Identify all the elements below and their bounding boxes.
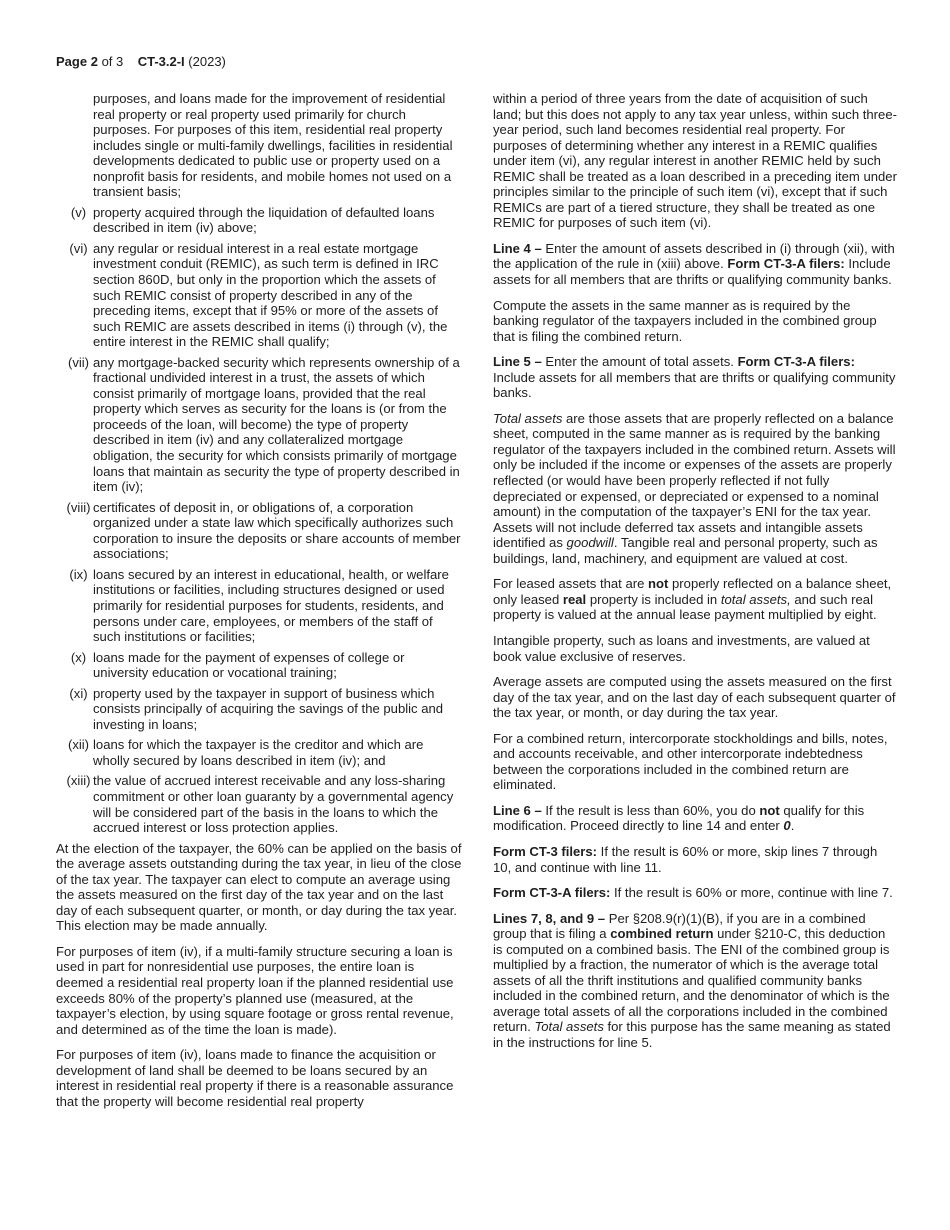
list-item [56,205,462,236]
page-header [56,54,226,70]
ct3a-lead: Form CT-3-A filers: [493,885,611,901]
intangible-paragraph: Intangible property, such as loans and investments, are valued at book value exclusive of reserves. [493,632,870,664]
leased-assets-paragraph [493,576,897,623]
page-label: Page [56,54,88,69]
lines789-paragraph [493,911,897,1051]
total-assets-term: Total assets [493,410,563,426]
ct3-lead: Form CT-3 filers: [493,843,598,859]
item-number-label: (xi) [69,685,88,701]
list-item [56,567,462,645]
page-of: of 3 [101,54,124,69]
total-assets-paragraph [493,411,897,566]
lines789-lead: Lines 7, 8, and 9 – [493,910,606,926]
total-assets-text: are those assets that are properly reflected on a balance sheet, computed in the same manner as is required by the banking regulator of the taxpayers included in the combined return. Assets will only be included if the income or expenses of the assets are properly reflected (or would have been properly reflected if not fully depreciated or expensed, or depreciated or expensed to a nominal amount) in the computation of the taxpayer’s ENI for the tax year. Assets will not include deferred tax assets and intangible assets identified as [493,410,896,551]
line6-paragraph [493,803,897,834]
line6-text-2: qualify for this modification. Proceed directly to line 14 and enter [493,802,865,834]
ct3-filers-paragraph [493,844,897,875]
item-text: loans secured by an interest in educational, health, or welfare institutions or facilities, including structures designed or used primarily for residential purposes for students, residents, and persons under care, employees, or members of the staff of such institutions or facilities; [93,566,449,645]
goodwill-term: goodwill [566,535,614,551]
item-text: any regular or residual interest in a real estate mortgage investment conduit (REMIC), as such term is defined in IRC section 860D, but only in the proportion which the assets of such REMIC consist of property described in any of the preceding items, except that if 95% or more of the assets of such REMIC are assets described in items (i) through (v), the entire interest in the REMIC shall qualify; [93,240,448,350]
item-number-label: (ix) [69,566,88,582]
item-number [56,567,93,645]
leased-not: not [648,576,669,592]
lines789-text-3: for this purpose has the same meaning as stated in the instructions for line 5. [493,1019,891,1050]
line6-zero: 0 [783,818,791,834]
line4-lead: Line 4 – [493,240,542,256]
compute-paragraph: Compute the assets in the same manner as is required by the banking regulator of the taxpayers included in the combined group that is filing the combined return. [493,297,877,344]
line6-text: If the result is less than 60%, you do [541,802,760,818]
leased-total-assets: total assets, [720,591,791,607]
combined-return-paragraph: For a combined return, intercorporate stockholdings and bills, notes, and accounts receivable, and other intercorporate indebtedness between the corporations included in the combined return are eliminated. [493,730,888,793]
item-number-label: (vii) [67,354,90,370]
lines789-text-2: under §210-C, this deduction is computed on a combined basis. The ENI of the combined group is multiplied by a fraction, the numerator of which is the average total assets of all the thrift institutions and qualified community banks included in the combined return, and the denominator of which is the average total assets of all the corporations included in the combined return. [493,926,890,1035]
leased-text-4: and such real property is valued at the annual lease payment multiplied by eight. [493,591,877,623]
item-number [56,205,93,236]
item-number-label: (x) [70,649,87,665]
page-number: 2 [90,54,98,69]
list-item [56,500,462,562]
line4-text: Enter the amount of assets described in (i) through (xii), with the application of the rule in (xiii) above. [493,240,895,272]
land-paragraph: For purposes of item (iv), loans made to finance the acquisition or development of land shall be deemed to be loans secured by an interest in residential real property if there is a reasonable assurance that the property will become residential real property [56,1047,454,1109]
item-number [56,686,93,733]
item-text: loans for which the taxpayer is the creditor and which are wholly secured by loans described in item (iv); and [93,737,424,768]
item-iv-continuation: purposes, and loans made for the improvement of residential real property or real property used primarily for church purposes. For purposes of this item, residential real property includes single or multi-family dwellings, facilities in residential developments dedicated to public use or property used on a nonprofit basis for residents, and mobile homes not used on a transient basis; [93,91,453,200]
total-assets-text-2: . Tangible real and personal property, such as buildings, land, machinery, and equipment are valued at cost. [493,535,878,566]
ct3a-text: If the result is 60% or more, continue with line 7. [610,885,893,901]
average-assets-paragraph: Average assets are computed using the assets measured on the first day of the tax year, and on the last day of each subsequent quarter of the tax year, or month, or day during the tax year. [493,674,896,721]
line5-text: Enter the amount of total assets. [541,354,738,370]
line6-text-3: . [790,818,795,834]
lines789-total-assets: Total assets [534,1019,604,1035]
right-column [493,91,897,1061]
list-item [56,241,462,350]
item-number [56,355,93,495]
line4-ct3a-label: Form CT-3-A filers: [727,256,845,272]
item-number [56,241,93,350]
item-text: property used by the taxpayer in support of business which consists principally of acquiring the savings of the public and investing in loans; [93,685,444,732]
line4-paragraph [493,241,897,288]
list-item [56,686,462,733]
line6-lead: Line 6 – [493,802,542,818]
multifamily-paragraph: For purposes of item (iv), if a multi-family structure securing a loan is used in part for nonresidential use purposes, the entire loan is deemed a residential real property loan if the planned residential use exceeds 80% of the property’s planned use (measured, at the taxpayer’s election, by using square footage or gross rental revenue, and determined as of the time the loan is made). [56,943,454,1037]
leased-text: For leased assets that are [493,576,649,592]
line4-text-2: Include assets for all members that are thrifts or qualifying community banks. [493,256,892,288]
item-text: the value of accrued interest receivable and any loss-sharing commitment or other loan guaranty by a governmental agency will be considered part of the basis in the loans to which the accrued interest or loss protection applies. [93,773,454,836]
item-list [56,205,462,836]
leased-text-3: property is included in [586,591,721,607]
ct3a-filers-paragraph [493,885,897,901]
item-text: any mortgage-backed security which represents ownership of a fractional undivided interest in a trust, the assets of which consist primarily of mortgage loans, provided that the real property which serves as security for the loans is (or from the proceeds of the loan, will become) the type of property described in item (iv) and any collateralized mortgage obligation, the security for which consists primarily of mortgage loans that maintain as security the type of property described in item (iv); [93,354,460,495]
lines789-text: Per §208.9(r)(1)(B), if you are in a combined group that is filing a [493,910,866,942]
item-number [56,737,93,768]
line5-ct3a-label: Form CT-3-A filers: [737,354,855,370]
item-number-label: (viii) [66,499,91,515]
list-item [56,355,462,495]
form-id: CT-3.2-I [137,54,185,69]
item-text: certificates of deposit in, or obligations of, a corporation organized under a state law which specifically authorizes such corporation to insure the deposits or share accounts of member associations; [93,499,461,562]
item-number-label: (v) [70,204,87,220]
line6-not: not [759,802,780,818]
line5-text-2: Include assets for all members that are thrifts or qualifying community banks. [493,369,896,401]
list-item [56,650,462,681]
item-number-label: (vi) [69,240,88,256]
item-number-label: (xiii) [66,773,91,789]
land-paragraph-continuation: within a period of three years from the date of acquisition of such land; but this does not apply to any tax year unless, within such three-year period, such land becomes residential real property. For purposes of determining whether any interest in a REMIC qualifies under item (vi), any regular interest in another REMIC held by such REMIC shall be treated as a loan described in a preceding item under principles similar to the principle of such item (vi), except that if such REMICs are part of a tiered structure, they shall be treated as one REMIC for purposes of such item (vi). [493,91,897,231]
line5-paragraph [493,354,897,401]
list-item [56,737,462,768]
leased-text-2: properly reflected on a balance sheet, only leased [493,576,892,607]
left-column [56,91,462,1119]
election-paragraph: At the election of the taxpayer, the 60% can be applied on the basis of the average assets outstanding during the tax year, in lieu of the close of the tax year. The taxpayer can elect to compute an average using the assets measured on the first day of the tax year and on the last day of each subsequent quarter, or month, or day during the tax year. This election may be made annually. [56,840,462,934]
item-text: property acquired through the liquidation of defaulted loans described in item (iv) above; [93,204,435,236]
ct3-text: If the result is 60% or more, skip lines 7 through 10, and continue with line 11. [493,843,878,875]
form-year: (2023) [188,54,226,69]
leased-real: real [562,591,587,607]
item-number [56,773,93,835]
item-number [56,500,93,562]
line5-lead: Line 5 – [493,354,542,370]
item-text: loans made for the payment of expenses of college or university education or vocational training; [93,649,405,681]
list-item [56,773,462,835]
combined-return-term: combined return [610,926,714,942]
item-number-label: (xii) [67,737,90,753]
item-number [56,650,93,681]
